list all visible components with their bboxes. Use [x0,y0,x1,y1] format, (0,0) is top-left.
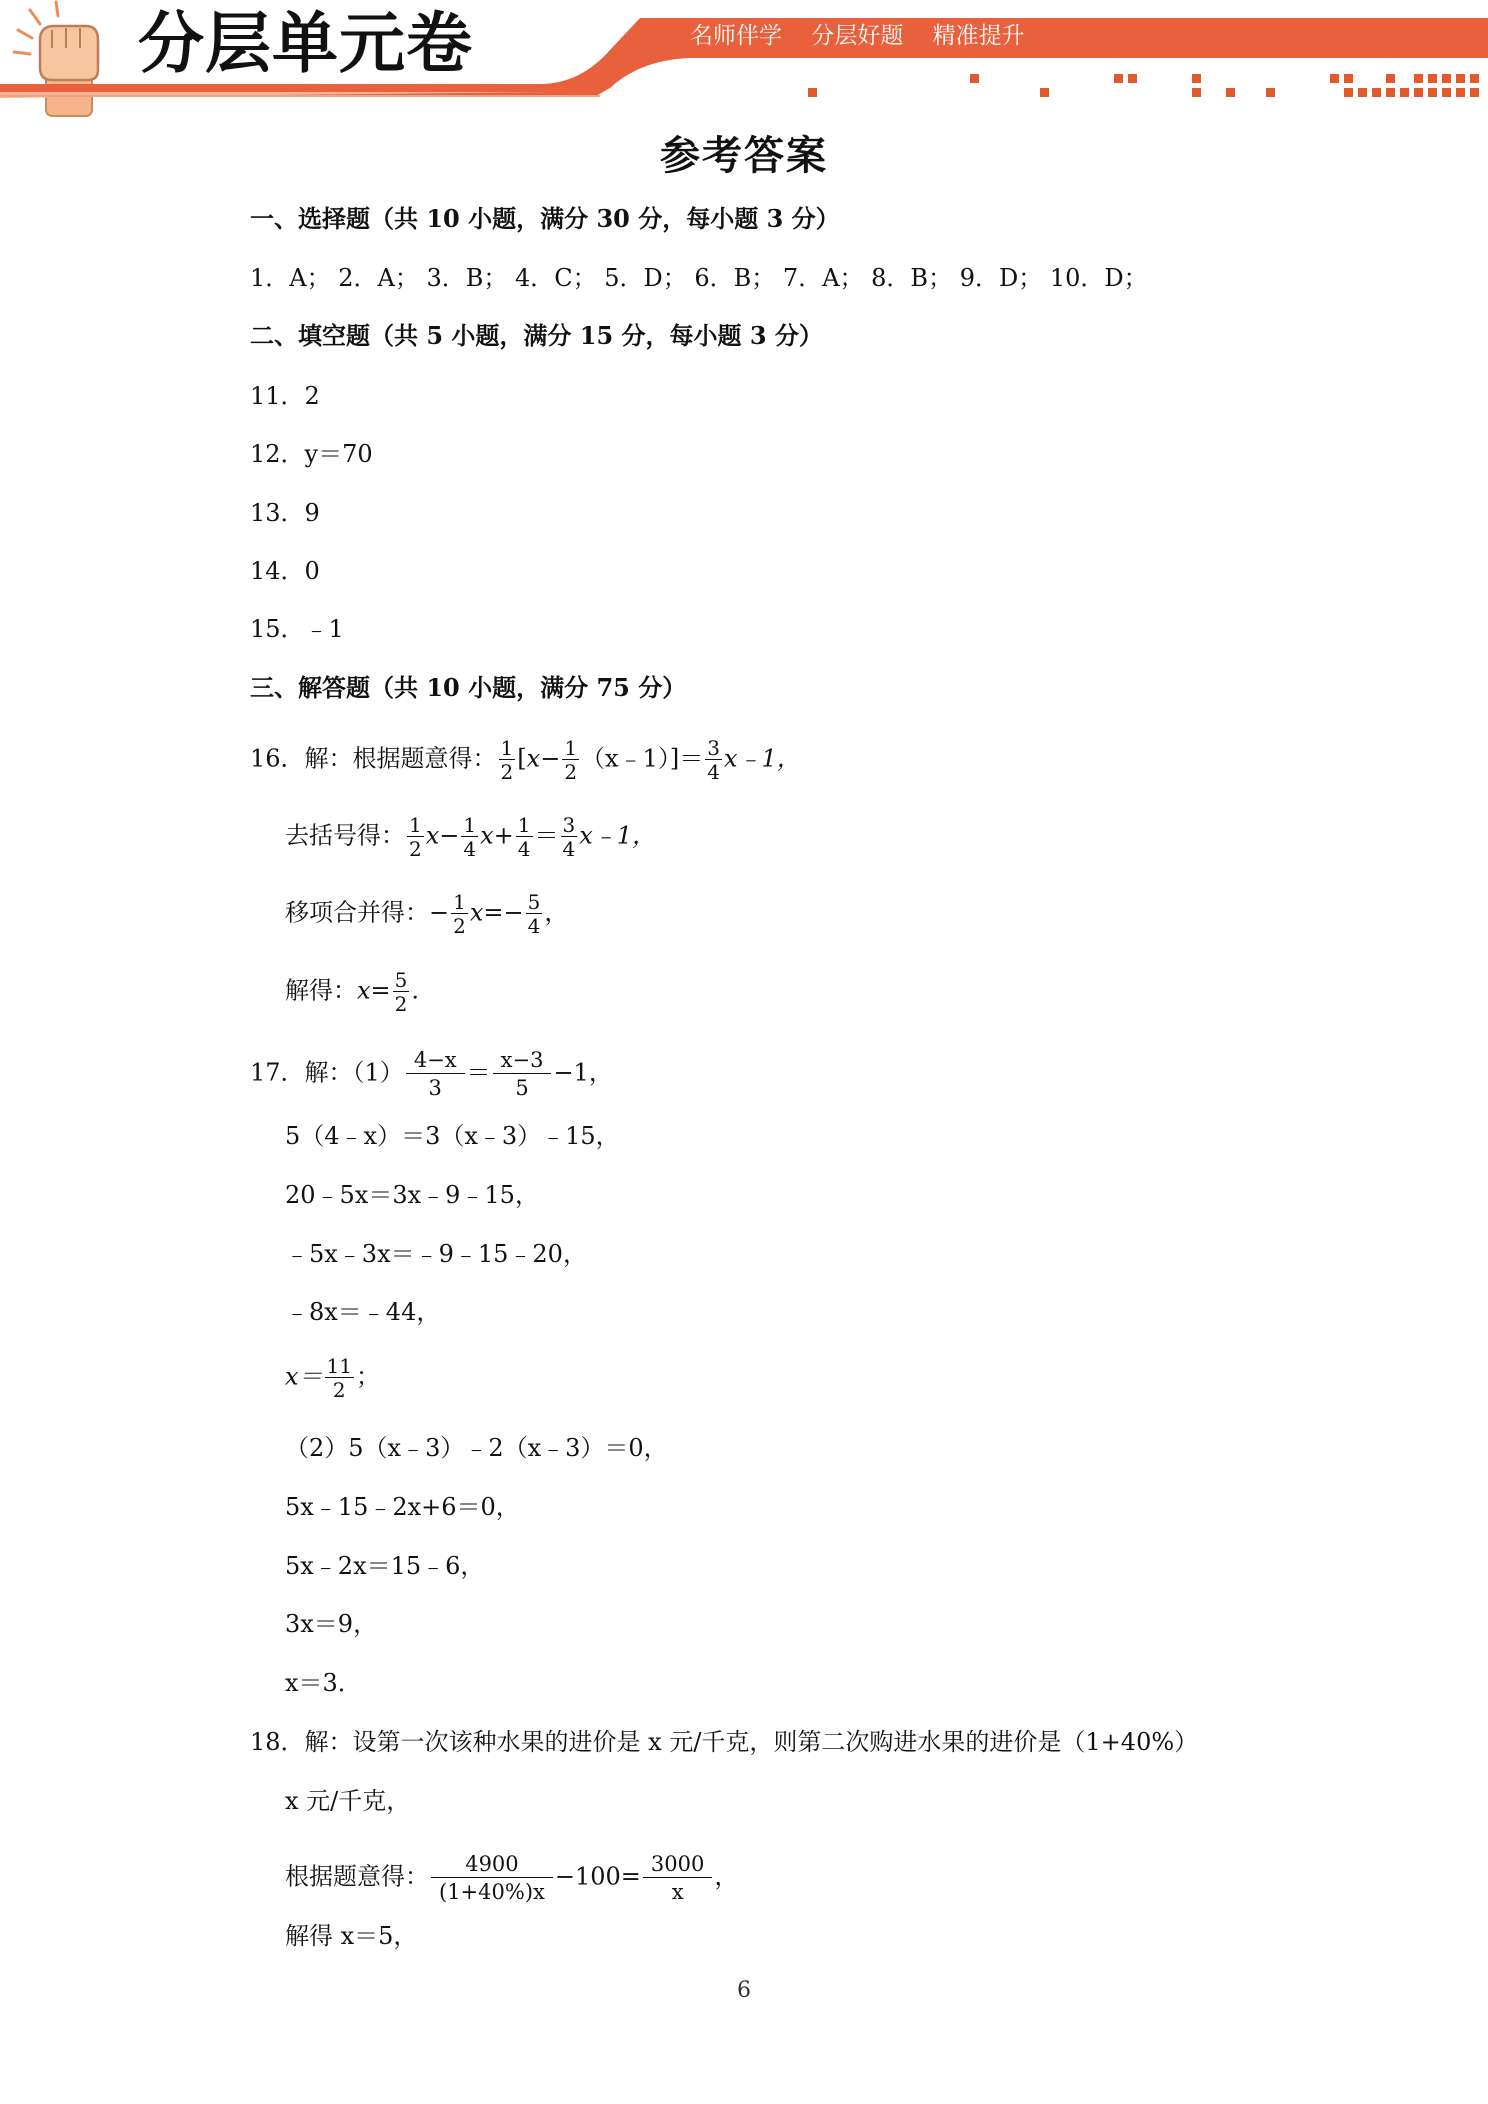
fraction: $\frac{3}{4}$ [707,736,720,784]
q17-step: 20﹣5x＝3x﹣9﹣15， [285,1181,539,1209]
fill-answer-11: 11．2 [250,382,320,410]
brand-title: 分层单元卷 [138,5,473,82]
q17-part2-step: 3x＝9， [285,1610,378,1638]
page-number: 6 [737,1978,751,2003]
fraction: $\frac{x-3}{5}$ [493,1048,552,1100]
fraction: $\frac{1}{4}$ [517,813,531,861]
header-banner [0,0,1488,110]
fill-answer-13: 13．9 [250,499,320,527]
section-heading-fill: 二、填空题（共 5 小题，满分 15 分，每小题 3 分） [250,321,823,350]
q17-step: ﹣8x＝﹣44， [285,1298,441,1326]
section-heading-choice: 一、选择题（共 10 小题，满分 30 分，每小题 3 分） [250,204,840,233]
q18-line-1: 18．解：设第一次该种水果的进价是 x 元/千克，则第二次购进水果的进价是（1+40%） [250,1728,1199,1756]
fraction: $\frac{11}{2}$ [326,1354,352,1402]
page-title: 参考答案 [660,132,828,179]
header-slogan [690,18,1047,54]
q17-part2-step: 5x﹣2x＝15﹣6， [285,1552,485,1580]
q17-part2-step: x＝3． [285,1669,362,1697]
fraction: $\frac{5}{2}$ [394,968,408,1016]
q18-line-3: 根据题意得： $\frac{4900}{(1+40\%)x}$ −100= $\frac{3000}{x}$ ， [285,1852,739,1904]
q17-part2-step: 5x﹣15﹣2x+6＝0， [285,1493,520,1521]
slogan-item: 分层好题 [811,23,904,49]
fraction: $\frac{1}{2}$ [409,813,422,861]
q18-line-2: x 元/千克， [285,1787,411,1815]
fraction: $\frac{3000}{x}$ [643,1852,712,1904]
q16-line-4: 解得：x= $\frac{5}{2}$ . [285,968,420,1016]
q16-line-1: 16．解：根据题意得： $\frac{1}{2}$ [x− $\frac{1}{2}$ （x﹣1）]＝ $\frac{3}{4}$ x﹣1， [250,736,801,784]
q16-line-3: 移项合并得：− $\frac{1}{2}$ x=− $\frac{5}{4}$ ， [285,890,569,938]
slogan-item: 名师伴学 [690,23,782,49]
q16-line-2: 去括号得： $\frac{1}{2}$ x− $\frac{1}{4}$ x+ $\frac{1}{4}$ ＝ $\frac{3}{4}$ x﹣1， [285,813,657,861]
fraction: $\frac{5}{4}$ [527,890,541,938]
slogan-item: 精准提升 [932,23,1025,49]
fill-answer-14: 14．0 [250,557,320,585]
fraction: $\frac{1}{2}$ [500,736,514,784]
section-heading-solve: 三、解答题（共 10 小题，满分 75 分） [250,673,687,702]
fraction: $\frac{3}{4}$ [562,813,576,861]
q17-step: 5（4﹣x）＝3（x﹣3）﹣15， [285,1122,620,1150]
q17-part2-step: （2）5（x﹣3）﹣2（x﹣3）＝0， [285,1434,668,1462]
q17-step: ﹣5x﹣3x＝﹣9﹣15﹣20， [285,1240,587,1268]
q18-line-4: 解得 x＝5， [285,1922,418,1950]
q17-line-1: 17．解：（1） $\frac{4-x}{3}$ ＝ $\frac{x-3}{5}$ −1， [250,1048,613,1100]
choice-answers: 1．A； 2．A； 3．B； 4．C； 5．D； 6．B； 7．A； 8．B； 9．D； 10．D； [250,264,1148,292]
q17-line-6: x＝ $\frac{11}{2}$ ； [285,1354,380,1402]
fraction: $\frac{4900}{(1+40\%)x}$ [431,1852,553,1904]
fraction: $\frac{1}{4}$ [463,813,477,861]
fill-answer-15: 15．﹣1 [250,615,344,643]
fraction: $\frac{4-x}{3}$ [406,1048,465,1100]
fraction: $\frac{1}{2}$ [564,736,578,784]
fraction: $\frac{1}{2}$ [453,890,466,938]
page-header [0,0,1488,120]
fill-answer-12: 12．y＝70 [250,440,373,468]
